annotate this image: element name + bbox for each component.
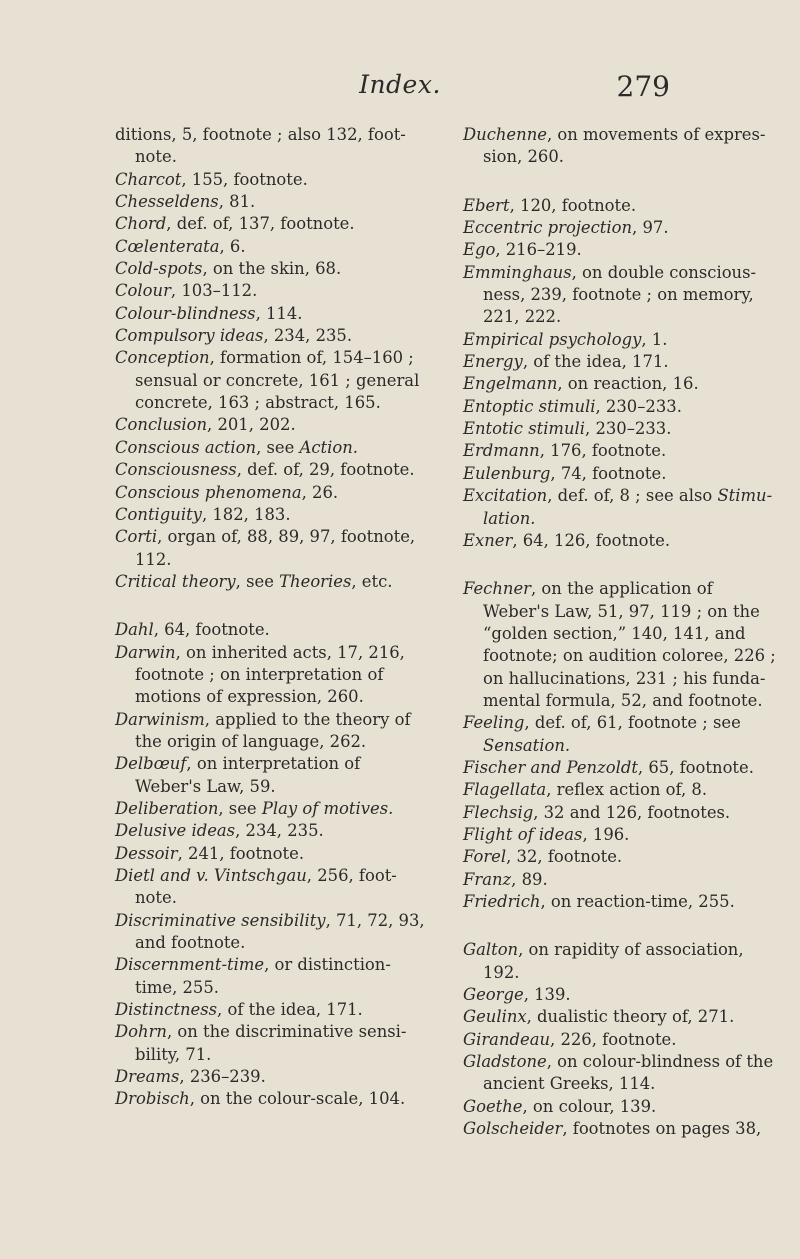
entry-cross-reference: Play of motives. (261, 798, 394, 818)
index-entry (115, 1088, 425, 1110)
entry-text: , on colour, 139. (522, 1096, 657, 1116)
entry-text: , 234, 235. (263, 326, 353, 346)
index-entry (463, 578, 781, 712)
entry-heading: Galton (463, 940, 519, 960)
index-entry (463, 712, 781, 757)
entry-heading: Cœlenterata (115, 236, 220, 256)
entry-text: , on rapidity of association, 192. (483, 940, 744, 982)
entry-heading: Contiguity (115, 504, 202, 524)
index-entry (463, 869, 781, 891)
entry-text: , def. of, 8 ; see also (547, 486, 718, 506)
entry-text: , see (256, 437, 300, 457)
entry-heading: Girandeau (463, 1029, 551, 1049)
entry-text: , formation of, 154–160 ; sensual or concrete, 161 ; general concrete, 163 ; abstract, 165. (135, 348, 420, 413)
entry-heading: Empirical psychology (463, 329, 642, 349)
entry-text: , on the colour-scale, 104. (189, 1089, 406, 1109)
index-entry (115, 865, 425, 910)
entry-heading: Conscious action (115, 437, 257, 457)
index-column-right (463, 124, 781, 1140)
index-entry (115, 910, 425, 955)
index-entry (463, 262, 781, 329)
entry-heading: Flight of ideas (463, 824, 583, 844)
entry-text: ditions, 5, footnote ; also 132, foot-note. (115, 125, 406, 167)
entry-text: , 74, footnote. (550, 463, 667, 483)
entry-text: , on reaction-time, 255. (540, 892, 735, 911)
index-entry (115, 213, 425, 235)
entry-heading: Eulenburg (463, 463, 551, 483)
entry-heading: Flagellata (463, 780, 547, 800)
index-entry (463, 779, 781, 801)
letter-section-gap (115, 593, 425, 619)
index-entry (115, 414, 425, 436)
entry-text: , 65, footnote. (637, 757, 754, 777)
index-entry (463, 846, 781, 868)
entry-text: , footnotes on pages 38, (562, 1119, 762, 1139)
entry-heading: Colour-blindness (115, 303, 256, 323)
entry-text: , 230–233. (595, 396, 682, 416)
entry-text: , 234, 235. (235, 821, 324, 841)
entry-text: , see (218, 798, 262, 818)
entry-heading: Drobisch (115, 1089, 190, 1109)
index-entry (115, 999, 425, 1021)
index-entry (115, 347, 425, 414)
entry-heading: Charcot (115, 169, 182, 189)
entry-text: , 241, footnote. (177, 843, 305, 863)
index-entry (463, 373, 781, 395)
entry-heading: Ebert (463, 195, 510, 215)
entry-heading: Entotic stimuli (463, 419, 586, 439)
entry-cross-reference: Stimu-lation. (483, 486, 773, 528)
entry-text: , 89. (511, 869, 548, 889)
entry-text: , on interpretation of Weber's Law, 59. (135, 754, 361, 796)
entry-text: , of the idea, 171. (217, 1000, 363, 1020)
letter-section-gap (463, 913, 781, 939)
entry-heading: Conclusion (115, 415, 208, 435)
entry-text: , organ of, 88, 89, 97, footnote, 112. (135, 527, 416, 569)
entry-heading: Energy (463, 352, 523, 372)
entry-heading: Compulsory ideas (115, 326, 264, 346)
entry-heading: Delusive ideas (115, 821, 236, 841)
index-entry (115, 820, 425, 842)
entry-text: , on colour-blindness of the ancient Greeks, 114. (483, 1052, 774, 1094)
entry-heading: Cold-spots (115, 259, 203, 279)
entry-text: , 182, 183. (201, 504, 291, 524)
entry-text: , on the discriminative sensi-bility, 71. (135, 1022, 407, 1064)
index-column-left (115, 124, 425, 1111)
index-entry (463, 1118, 781, 1140)
index-entry (115, 843, 425, 865)
entry-text: , 64, 126, footnote. (512, 530, 671, 550)
index-entry (463, 418, 781, 440)
entry-text: , 64, footnote. (153, 620, 270, 640)
entry-heading: George (463, 985, 524, 1005)
entry-text: , 196. (582, 824, 630, 844)
index-entry (115, 504, 425, 526)
entry-text: , 81. (218, 192, 256, 212)
entry-text: , 26. (301, 482, 339, 502)
index-entry (115, 1066, 425, 1088)
entry-text: , 201, 202. (207, 415, 296, 435)
index-entry (115, 1021, 425, 1066)
entry-heading: Corti (115, 527, 158, 547)
entry-text: , 256, foot-note. (135, 866, 397, 908)
entry-heading: Dessoir (115, 843, 178, 863)
entry-text: , 114. (255, 303, 303, 323)
entry-heading: Feeling (463, 713, 525, 733)
entry-heading: Discriminative sensibility (115, 910, 326, 930)
index-entry (115, 236, 425, 258)
entry-text: , 216–219. (495, 240, 582, 260)
entry-heading: Entoptic stimuli (463, 396, 596, 416)
index-entry (463, 396, 781, 418)
index-entry (115, 526, 425, 571)
index-entry (463, 485, 781, 530)
entry-cross-reference: Sensation. (483, 735, 571, 755)
entry-cross-reference: Theories (279, 571, 352, 591)
entry-heading: Emminghaus (463, 262, 572, 282)
letter-section-gap (463, 552, 781, 578)
entry-text: , reflex action of, 8. (546, 780, 708, 800)
entry-cross-reference: Action. (299, 437, 358, 457)
index-entry (463, 984, 781, 1006)
entry-text: , 103–112. (170, 281, 258, 301)
entry-text: , 236–239. (179, 1067, 266, 1087)
index-entry (463, 329, 781, 351)
entry-text: , on movements of expres-sion, 260. (483, 125, 766, 167)
entry-heading: Darwinism (115, 709, 205, 729)
entry-heading: Dreams (115, 1067, 180, 1087)
entry-text: , on inherited acts, 17, 216, footnote ; on interpretation of motions of expression, 260. (135, 642, 405, 707)
entry-text: , 139. (523, 985, 571, 1005)
index-entry (115, 280, 425, 302)
entry-text: , def. of, 61, footnote ; see (524, 713, 741, 733)
entry-heading: Friedrich (463, 892, 541, 911)
entry-heading: Dietl and v. Vintschgau (115, 866, 307, 885)
entry-heading: Colour (115, 281, 171, 301)
entry-text: , see (235, 571, 280, 591)
entry-heading: Discernment-time (115, 955, 265, 975)
entry-heading: Conception (115, 348, 210, 368)
index-entry (463, 463, 781, 485)
index-entry (463, 1006, 781, 1028)
index-entry (115, 169, 425, 191)
entry-text: , 120, footnote. (509, 195, 637, 215)
entry-heading: Critical theory (115, 571, 236, 591)
entry-heading: Conscious phenomena (115, 482, 302, 502)
index-entry (463, 217, 781, 239)
entry-text: , def. of, 137, footnote. (166, 214, 355, 234)
entry-text: , 226, footnote. (550, 1029, 677, 1049)
entry-heading: Deliberation (115, 798, 219, 818)
page-number: 279 (616, 70, 670, 103)
index-entry (115, 325, 425, 347)
entry-heading: Erdmann (463, 441, 540, 461)
index-entry (463, 195, 781, 217)
entry-heading: Excitation (463, 486, 548, 506)
entry-text: , 97. (632, 218, 669, 238)
entry-text: , or distinction-time, 255. (135, 955, 391, 997)
entry-heading: Geulinx (463, 1007, 527, 1027)
index-entry (115, 437, 425, 459)
entry-heading: Distinctness (115, 1000, 218, 1020)
entry-heading: Franz (463, 869, 512, 889)
index-entry (115, 258, 425, 280)
entry-text: , etc. (351, 571, 393, 591)
index-entry (115, 642, 425, 709)
entry-text: , def. of, 29, footnote. (236, 460, 415, 480)
index-entry (463, 802, 781, 824)
entry-heading: Delbœuf (115, 754, 187, 774)
index-entry (115, 482, 425, 504)
entry-text: , 155, footnote. (181, 169, 308, 189)
entry-heading: Fischer and Penzoldt (463, 757, 638, 777)
index-entry (115, 191, 425, 213)
index-entry (115, 798, 425, 820)
entry-text: , 230–233. (585, 419, 672, 439)
index-entry (115, 709, 425, 754)
index-entry (463, 891, 781, 913)
entry-text: , on reaction, 16. (557, 374, 699, 394)
entry-heading: Eccentric projection (463, 218, 633, 238)
entry-heading: Engelmann (463, 374, 558, 394)
index-entry (115, 124, 425, 169)
entry-heading: Flechsig (463, 802, 534, 822)
entry-heading: Ego (463, 240, 496, 260)
index-entry (463, 757, 781, 779)
index-entry (463, 1029, 781, 1051)
index-entry (115, 753, 425, 798)
entry-heading: Golscheider (463, 1119, 563, 1139)
entry-heading: Duchenne (463, 125, 547, 144)
entry-text: , applied to the theory of the origin of language, 262. (135, 709, 411, 751)
entry-heading: Dohrn (115, 1022, 167, 1042)
entry-text: , 32, footnote. (506, 847, 623, 867)
index-entry (463, 351, 781, 373)
page-header (0, 70, 800, 110)
index-entry (463, 440, 781, 462)
index-entry (463, 1096, 781, 1118)
entry-heading: Goethe (463, 1096, 523, 1116)
entry-text: , on the application of Weber's Law, 51, 97, 119 ; on the “golden section,” 140, 141, and footnote; on audition coloree, 226 ; on hallucinations, 231 ; his funda-mental formula, 52, and footnote. (483, 579, 776, 710)
letter-section-gap (463, 169, 781, 195)
index-entry (463, 530, 781, 552)
entry-text: , 32 and 126, footnotes. (533, 802, 731, 822)
entry-text: , 6. (219, 236, 246, 256)
entry-text: , dualistic theory of, 271. (526, 1007, 735, 1027)
entry-text: , of the idea, 171. (522, 352, 669, 372)
index-entry (463, 824, 781, 846)
entry-heading: Chord (115, 214, 167, 234)
entry-text: , on double conscious-ness, 239, footnote ; on memory, 221, 222. (483, 262, 757, 327)
index-entry (115, 571, 425, 593)
entry-heading: Fechner (463, 579, 532, 599)
entry-text: , 176, footnote. (539, 441, 667, 461)
index-entry (463, 1051, 781, 1096)
entry-heading: Forel (463, 847, 507, 867)
entry-text: , on the skin, 68. (202, 259, 342, 279)
index-entry (115, 619, 425, 641)
index-entry (115, 954, 425, 999)
entry-heading: Exner (463, 530, 513, 550)
entry-heading: Chesseldens (115, 192, 219, 212)
index-entry (463, 239, 781, 261)
entry-heading: Darwin (115, 642, 176, 662)
entry-text: , 1. (641, 329, 668, 349)
index-entry (463, 124, 781, 169)
index-entry (115, 303, 425, 325)
index-entry (463, 939, 781, 984)
index-entry (115, 459, 425, 481)
entry-heading: Consciousness (115, 460, 237, 480)
entry-heading: Gladstone (463, 1052, 547, 1072)
entry-heading: Dahl (115, 620, 154, 640)
entry-text: , 71, 72, 93, and footnote. (135, 910, 425, 953)
running-title: Index. (359, 70, 441, 99)
